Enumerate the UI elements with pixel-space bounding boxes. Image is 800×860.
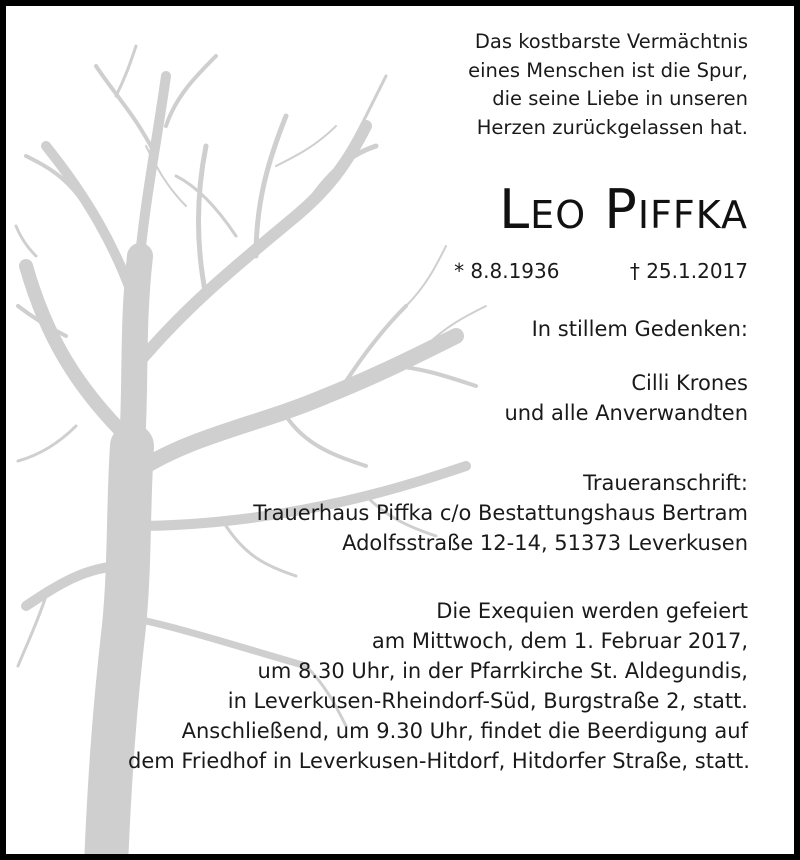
- address-line-1: Trauerhaus Piffka c/o Bestattungshaus Bertram: [253, 501, 748, 525]
- life-dates: [128, 256, 748, 286]
- poem-line: die seine Liebe in unseren: [492, 87, 748, 110]
- service-line: am Mittwoch, dem 1. Februar 2017,: [371, 629, 748, 653]
- address-heading: Traueranschrift:: [583, 471, 748, 495]
- service-line: um 8.30 Uhr, in der Pfarrkirche St. Aldegundis,: [257, 659, 748, 683]
- mourner-name: und alle Anverwandten: [504, 401, 748, 425]
- service-section: [128, 596, 748, 776]
- service-line: Die Exequien werden gefeiert: [436, 599, 748, 623]
- poem-line: Das kostbarste Vermächtnis: [474, 30, 748, 53]
- poem-line: Herzen zurückgelassen hat.: [476, 115, 748, 139]
- deceased-name: Leo Piffka: [499, 178, 748, 241]
- mourners-section: [128, 314, 748, 428]
- service-line: in Leverkusen-Rheindorf-Süd, Burgstraße 2, statt.: [227, 689, 748, 713]
- service-line: dem Friedhof in Leverkusen-Hitdorf, Hitdorfer Straße, statt.: [128, 749, 750, 773]
- address-section: [128, 468, 748, 558]
- service-line: Anschließend, um 9.30 Uhr, findet die Beerdigung auf: [181, 719, 748, 743]
- mourners-heading: In stillem Gedenken:: [531, 317, 748, 341]
- memorial-poem: [128, 28, 748, 142]
- notice-text: [128, 28, 748, 776]
- birth-date: * 8.8.1936: [454, 259, 560, 283]
- mourner-name: Cilli Krones: [631, 371, 748, 395]
- death-date: † 25.1.2017: [629, 259, 748, 283]
- poem-line: eines Menschen ist die Spur,: [468, 58, 748, 82]
- address-line-2: Adolfsstraße 12-14, 51373 Leverkusen: [342, 531, 748, 555]
